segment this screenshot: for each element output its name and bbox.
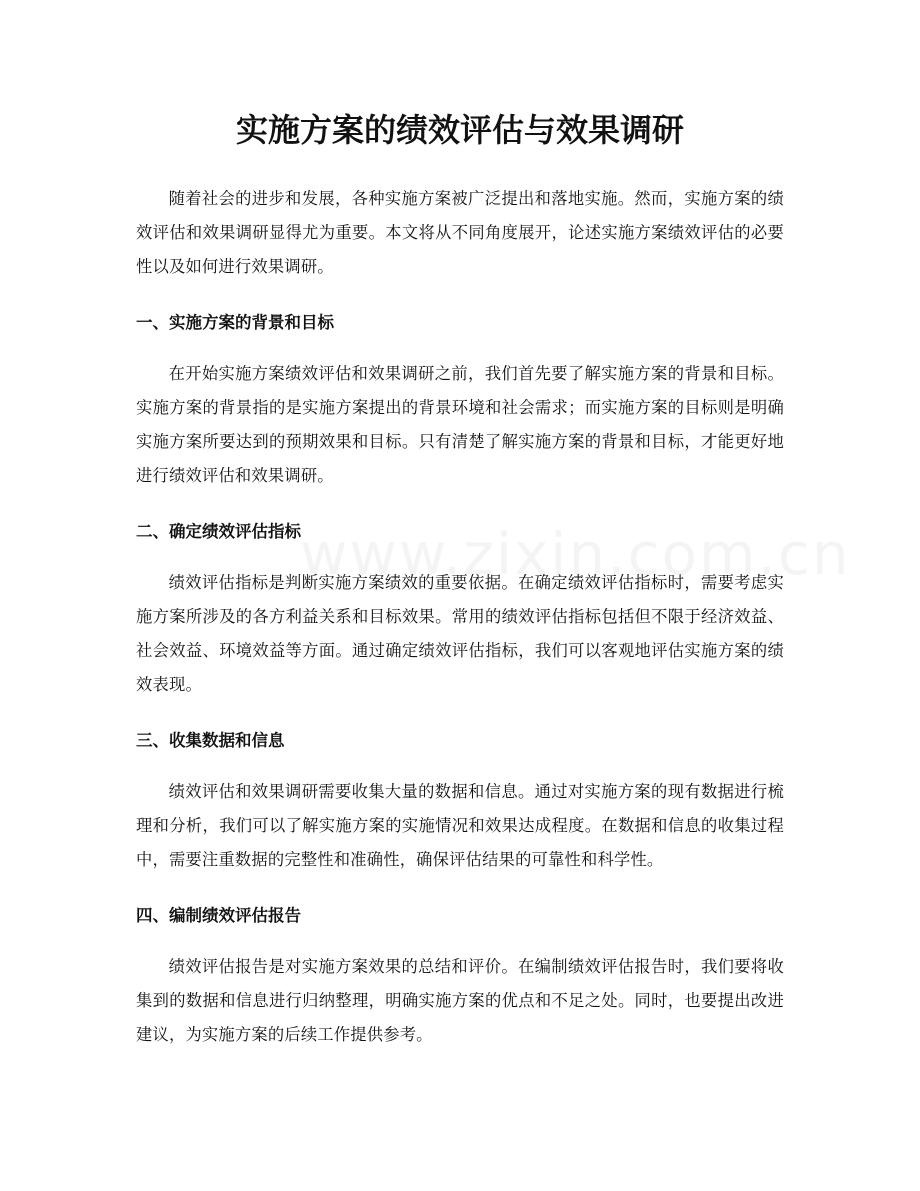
section-heading-report: 四、编制绩效评估报告 [136,906,301,925]
section-body-data-collection: 绩效评估和效果调研需要收集大量的数据和信息。通过对实施方案的现有数据进行梳理和分析，我们可以了解实施方案的实施情况和效果达成程度。在数据和信息的收集过程中，需要注重数据的完整性和准确性，确保评估结果的可靠性和科学性。 [136,782,784,869]
section-body-background: 在开始实施方案绩效评估和效果调研之前，我们首先要了解实施方案的背景和目标。实施方案的背景指的是实施方案提出的背景环境和社会需求；而实施方案的目标则是明确实施方案所要达到的预期效果和目标。只有清楚了解实施方案的背景和目标，才能更好地进行绩效评估和效果调研。 [136,364,784,485]
intro-paragraph: 随着社会的进步和发展，各种实施方案被广泛提出和落地实施。然而，实施方案的绩效评估和效果调研显得尤为重要。本文将从不同角度展开，论述实施方案绩效评估的必要性以及如何进行效果调研。 [136,189,784,276]
section-heading-indicators: 二、确定绩效评估指标 [136,522,301,541]
document-title: 实施方案的绩效评估与效果调研 [235,111,684,149]
document-body [136,182,784,1052]
section-heading-background: 一、实施方案的背景和目标 [136,313,334,332]
section-body-indicators: 绩效评估指标是判断实施方案绩效的重要依据。在确定绩效评估指标时，需要考虑实施方案所涉及的各方利益关系和目标效果。常用的绩效评估指标包括但不限于经济效益、社会效益、环境效益等方面。通过确定绩效评估指标，我们可以客观地评估实施方案的绩效表现。 [136,573,784,694]
section-body-report: 绩效评估报告是对实施方案效果的总结和评价。在编制绩效评估报告时，我们要将收集到的数据和信息进行归纳整理，明确实施方案的优点和不足之处。同时，也要提出改进建议，为实施方案的后续工作提供参考。 [136,957,784,1044]
section-heading-data-collection: 三、收集数据和信息 [136,731,285,750]
